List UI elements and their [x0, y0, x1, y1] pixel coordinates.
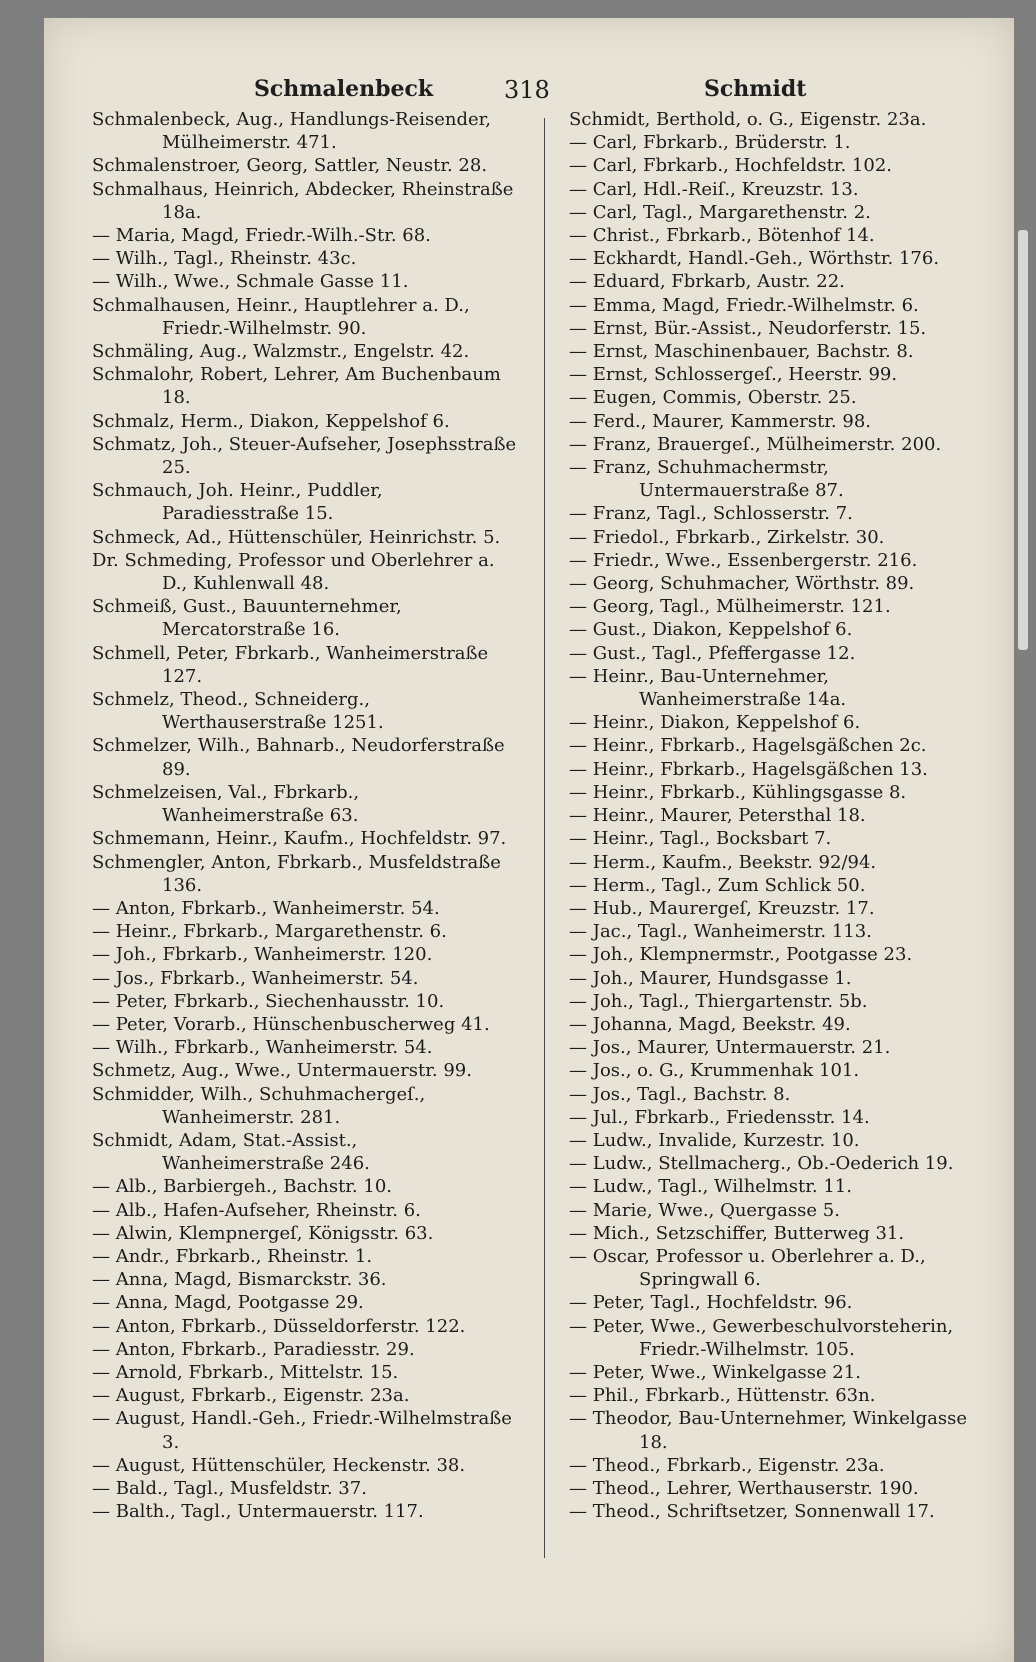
directory-entry: — Jos., Tagl., Bachstr. 8. — [569, 1083, 791, 1105]
directory-entry: — Ludw., Tagl., Wilhelmstr. 11. — [569, 1176, 852, 1198]
directory-entry: Schmauch, Joh. Heinr., Puddler, Paradiesstraße 15. — [92, 480, 383, 525]
directory-entry: — Heinr., Fbrkarb., Margarethenstr. 6. — [92, 921, 447, 943]
directory-entry: — Herm., Tagl., Zum Schlick 50. — [569, 874, 866, 896]
directory-entry: — Ferd., Maurer, Kammerstr. 98. — [569, 410, 871, 432]
directory-entry: Schmeiß, Gust., Bauunternehmer, Mercatorstraße 16. — [92, 596, 402, 641]
directory-entry: Schmäling, Aug., Walzmstr., Engelstr. 42. — [92, 341, 470, 363]
directory-entry: — Jul., Fbrkarb., Friedensstr. 14. — [569, 1106, 870, 1128]
directory-entry: — Franz, Brauergeſ., Mülheimerstr. 200. — [569, 433, 942, 455]
directory-entry: Schmalz, Herm., Diakon, Keppelshof 6. — [92, 410, 450, 432]
directory-entry: — Ludw., Invalide, Kurzestr. 10. — [569, 1129, 860, 1151]
directory-entry: — Carl, Fbrkarb., Hochfeldstr. 102. — [569, 155, 892, 177]
directory-entry: Schmelz, Theod., Schneiderg., Werthauserstraße 1251. — [92, 689, 384, 734]
directory-entry: — August, Hüttenschüler, Heckenstr. 38. — [92, 1454, 466, 1476]
directory-entry: — Carl, Tagl., Margarethenstr. 2. — [569, 201, 871, 223]
directory-entry: — Alwin, Klempnergeſ, Königsstr. 63. — [92, 1222, 434, 1244]
directory-entry: — Peter, Tagl., Hochfeldstr. 96. — [569, 1292, 853, 1314]
directory-entry: — Anton, Fbrkarb., Wanheimerstr. 54. — [92, 897, 440, 919]
directory-entry: — August, Handl.-Geh., Friedr.-Wilhelmstraße 3. — [92, 1408, 512, 1453]
directory-entry: — Carl, Fbrkarb., Brüderstr. 1. — [569, 132, 851, 154]
page-header — [44, 68, 1014, 108]
directory-entry: Schmalhaus, Heinrich, Abdecker, Rheinstraße 18a. — [92, 178, 514, 223]
directory-entry: — August, Fbrkarb., Eigenstr. 23a. — [92, 1385, 410, 1407]
scrollbar[interactable] — [1018, 230, 1028, 650]
directory-entry: — Bald., Tagl., Musfeldstr. 37. — [92, 1477, 367, 1499]
directory-entry: — Georg, Schuhmacher, Wörthstr. 89. — [569, 573, 915, 595]
directory-entry: — Johanna, Magd, Beekstr. 49. — [569, 1013, 851, 1035]
directory-entry: — Anton, Fbrkarb., Paradiesstr. 29. — [92, 1338, 415, 1360]
directory-entry: — Carl, Hdl.-Reiſ., Kreuzstr. 13. — [569, 178, 859, 200]
directory-entry: — Heinr., Fbrkarb., Kühlingsgasse 8. — [569, 781, 907, 803]
directory-entry: — Jac., Tagl., Wanheimerstr. 113. — [569, 921, 872, 943]
directory-entry: — Wilh., Wwe., Schmale Gasse 11. — [92, 271, 409, 293]
directory-entry: — Emma, Magd, Friedr.-Wilhelmstr. 6. — [569, 294, 919, 316]
header-right-keyword: Schmidt — [704, 76, 807, 102]
directory-entry: Schmalenbeck, Aug., Handlungs-Reisender, Mülheimerstr. 471. — [92, 109, 491, 154]
directory-entry: — Joh., Klempnermstr., Pootgasse 23. — [569, 944, 913, 966]
directory-entry: — Friedol., Fbrkarb., Zirkelstr. 30. — [569, 526, 885, 548]
directory-entry: Schmidt, Adam, Stat.-Assist., Wanheimerstraße 246. — [92, 1129, 370, 1175]
directory-entry: — Eckhardt, Handl.-Geh., Wörthstr. 176. — [569, 248, 940, 270]
directory-entry: — Ernst, Maschinenbauer, Bachstr. 8. — [569, 341, 914, 363]
directory-entry: — Balth., Tagl., Untermauerstr. 117. — [92, 1501, 424, 1523]
directory-entry: — Maria, Magd, Friedr.-Wilh.-Str. 68. — [92, 225, 431, 247]
directory-page — [44, 18, 1014, 1662]
directory-entry: — Gust., Tagl., Pfeffergasse 12. — [569, 642, 856, 664]
directory-entry: — Joh., Tagl., Thiergartenstr. 5b. — [569, 990, 868, 1012]
directory-entry: Schmetz, Aug., Wwe., Untermauerstr. 99. — [92, 1060, 472, 1082]
directory-entry: Schmelzer, Wilh., Bahnarb., Neudorferstraße 89. — [92, 735, 505, 780]
directory-entry: — Joh., Maurer, Hundsgasse 1. — [569, 967, 852, 989]
directory-entry: — Theod., Lehrer, Werthauserstr. 190. — [569, 1477, 919, 1499]
left-column — [92, 108, 517, 1523]
directory-entry: — Arnold, Fbrkarb., Mittelstr. 15. — [92, 1361, 399, 1383]
directory-entry: — Friedr., Wwe., Essenbergerstr. 216. — [569, 549, 918, 571]
directory-entry: — Heinr., Maurer, Petersthal 18. — [569, 805, 866, 827]
directory-entry: — Marie, Wwe., Quergasse 5. — [569, 1199, 840, 1221]
directory-entry: — Alb., Hafen-Aufseher, Rheinstr. 6. — [92, 1199, 421, 1221]
directory-entry: — Wilh., Fbrkarb., Wanheimerstr. 54. — [92, 1037, 433, 1059]
directory-entry: — Oscar, Professor u. Oberlehrer a. D., Springwall 6. — [569, 1245, 926, 1291]
directory-entry: — Franz, Tagl., Schlosserstr. 7. — [569, 503, 853, 525]
directory-entry: — Ernst, Schlossergeſ., Heerstr. 99. — [569, 364, 898, 386]
directory-entry: — Gust., Diakon, Keppelshof 6. — [569, 619, 853, 641]
directory-entry: — Phil., Fbrkarb., Hüttenstr. 63n. — [569, 1385, 876, 1407]
directory-entry: — Heinr., Diakon, Keppelshof 6. — [569, 712, 861, 734]
directory-entry: Schmalhausen, Heinr., Hauptlehrer a. D., Friedr.-Wilhelmstr. 90. — [92, 294, 470, 339]
directory-entry: — Eduard, Fbrkarb, Austr. 22. — [569, 271, 845, 293]
directory-entry: Schmelzeisen, Val., Fbrkarb., Wanheimerstraße 63. — [92, 781, 360, 827]
directory-entry: — Ludw., Stellmacherg., Ob.-Oederich 19. — [569, 1153, 954, 1175]
directory-entry: Schmidder, Wilh., Schuhmachergeſ., Wanheimerstr. 281. — [92, 1083, 426, 1128]
directory-entry: — Eugen, Commis, Oberstr. 25. — [569, 387, 857, 409]
directory-entry: — Theodor, Bau-Unternehmer, Winkelgasse 18. — [569, 1408, 967, 1453]
directory-entry: — Alb., Barbiergeh., Bachstr. 10. — [92, 1176, 392, 1198]
directory-entry: — Wilh., Tagl., Rheinstr. 43c. — [92, 248, 357, 270]
directory-entry: — Herm., Kaufm., Beekstr. 92/94. — [569, 851, 877, 873]
column-divider — [544, 118, 545, 1558]
directory-entry: Schmalohr, Robert, Lehrer, Am Buchenbaum 18. — [92, 364, 501, 409]
directory-entry: — Jos., Maurer, Untermauerstr. 21. — [569, 1037, 891, 1059]
page-number: 318 — [504, 76, 550, 104]
directory-entry: — Peter, Wwe., Winkelgasse 21. — [569, 1361, 861, 1383]
directory-entry: — Theod., Schriftsetzer, Sonnenwall 17. — [569, 1501, 935, 1523]
directory-entry: — Anna, Magd, Bismarckstr. 36. — [92, 1269, 387, 1291]
directory-entry: — Theod., Fbrkarb., Eigenstr. 23a. — [569, 1454, 885, 1476]
directory-entry: — Jos., Fbrkarb., Wanheimerstr. 54. — [92, 967, 419, 989]
directory-entry: — Mich., Setzschiffer, Butterweg 31. — [569, 1222, 905, 1244]
directory-entry: Schmatz, Joh., Steuer-Aufseher, Josephsstraße 25. — [92, 433, 517, 479]
directory-entry: — Heinr., Fbrkarb., Hagelsgäßchen 2c. — [569, 735, 927, 757]
directory-entry: — Joh., Fbrkarb., Wanheimerstr. 120. — [92, 944, 433, 966]
directory-entry: Schmell, Peter, Fbrkarb., Wanheimerstraße 127. — [92, 642, 489, 687]
header-left-keyword: Schmalenbeck — [254, 76, 434, 102]
directory-entry: — Heinr., Fbrkarb., Hagelsgäßchen 13. — [569, 758, 928, 780]
directory-entry: — Heinr., Bau-Unternehmer, Wanheimerstraße 14a. — [569, 665, 847, 711]
directory-entry: Schmemann, Heinr., Kaufm., Hochfeldstr. 97. — [92, 828, 507, 850]
directory-entry: — Andr., Fbrkarb., Rheinstr. 1. — [92, 1245, 373, 1267]
directory-entry: — Peter, Fbrkarb., Siechenhausstr. 10. — [92, 990, 445, 1012]
directory-entry: — Jos., o. G., Krummenhak 101. — [569, 1060, 860, 1082]
directory-entry: — Anton, Fbrkarb., Düsseldorferstr. 122. — [92, 1315, 466, 1337]
directory-entry: — Christ., Fbrkarb., Bötenhof 14. — [569, 225, 875, 247]
directory-entry: Schmalenstroer, Georg, Sattler, Neustr. 28. — [92, 155, 488, 177]
directory-entry: Schmengler, Anton, Fbrkarb., Musfeldstraße 136. — [92, 851, 501, 896]
directory-entry: — Peter, Wwe., Gewerbeschulvorsteherin, Friedr.-Wilhelmstr. 105. — [569, 1315, 954, 1360]
directory-entry: Dr. Schmeding, Professor und Oberlehrer a. D., Kuhlenwall 48. — [92, 549, 495, 595]
directory-entry: — Anna, Magd, Pootgasse 29. — [92, 1292, 364, 1314]
directory-entry: — Franz, Schuhmachermstr, Untermauerstraße 87. — [569, 457, 844, 502]
directory-entry: — Peter, Vorarb., Hünschenbuscherweg 41. — [92, 1013, 490, 1035]
directory-entry: — Ernst, Bür.-Assist., Neudorferstr. 15. — [569, 317, 927, 339]
directory-entry: — Heinr., Tagl., Bocksbart 7. — [569, 828, 832, 850]
directory-entry: Schmidt, Berthold, o. G., Eigenstr. 23a. — [569, 109, 927, 130]
directory-entry: — Georg, Tagl., Mülheimerstr. 121. — [569, 596, 891, 618]
directory-entry: Schmeck, Ad., Hüttenschüler, Heinrichstr. 5. — [92, 526, 501, 548]
right-column — [569, 108, 974, 1523]
directory-entry: — Hub., Maurergeſ, Kreuzstr. 17. — [569, 897, 875, 919]
